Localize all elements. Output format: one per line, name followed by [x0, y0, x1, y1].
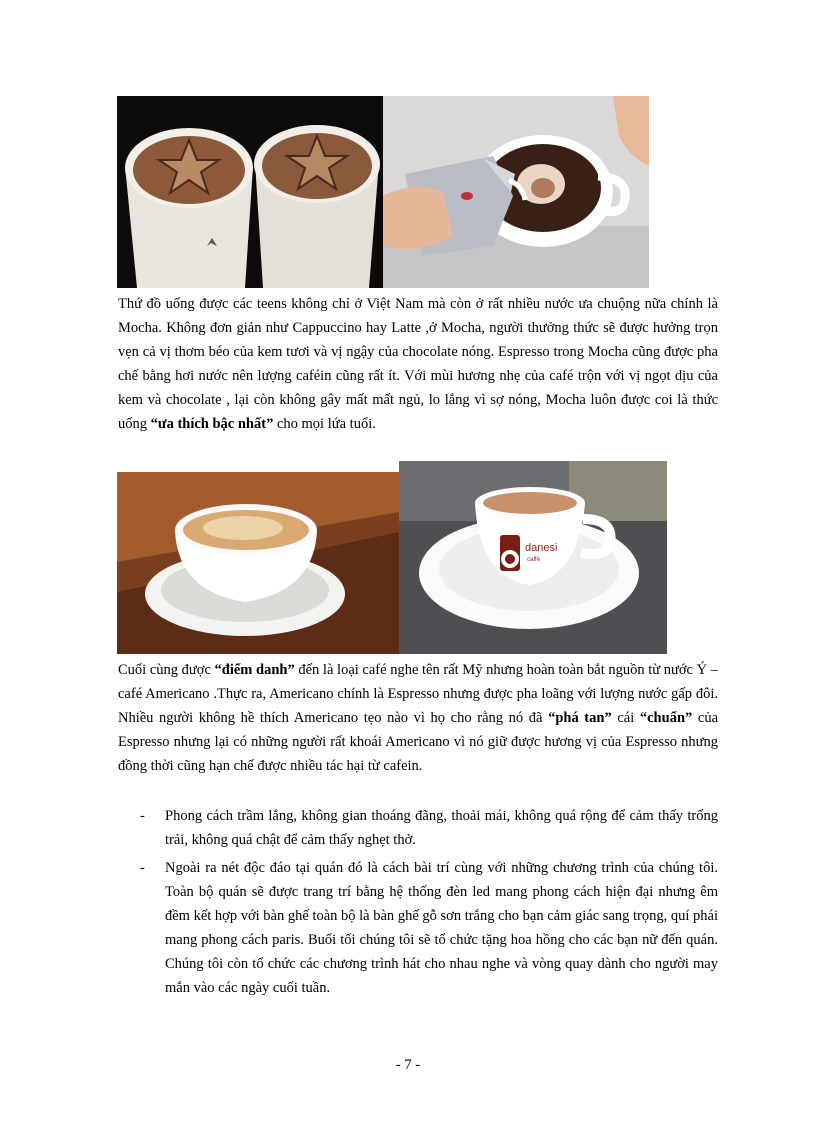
list-item-text: Phong cách trầm lắng, không gian thoáng đãng, thoải mái, không quá rộng để cảm thấy trống trải, không quá chật để cảm thấy nghẹt thở. — [165, 808, 718, 848]
bullet-dash: - — [140, 860, 145, 876]
paragraph-americano — [118, 658, 718, 778]
photo-cappuccino-saucer — [117, 472, 399, 654]
photo-mocha-star-cups — [117, 96, 383, 288]
paragraph-americano-text-2: đến là loại café nghe tên rất Mỹ nhưng hoàn toàn bắt nguồn từ nước Ý – café Americano .Thực ra, Americano chính là Espresso nhưng được pha loãng với lượng nước gấp đôi. Nhiều người không hề thích Americano tẹo nào vì họ cho rằng nó đã — [118, 662, 718, 726]
page-number: - 7 - — [395, 1057, 421, 1073]
paragraph-mocha-text-1: Thứ đồ uống được các teens không chỉ ở Việt Nam mà còn ở rất nhiều nước ưa chuộng nữa chính là Mocha. Không đơn giản như Cappuccino hay Latte ,ở Mocha, người thưởng thức sẽ được hưởng trọn vẹn cả vị thơm béo của kem tươi và vị ngậy của chocolate nóng. Espresso trong Mocha cũng được pha chế bằng hơi nước nên lượng caféin cũng rất ít. Với mùi hương nhẹ của café trộn với vị ngọt dịu của kem và chocolate , lại còn không gây mất mất ngủ, lo lắng vì sợ nóng, Mocha luôn được coi là thức uống — [118, 296, 718, 432]
photo-danesi-cup — [399, 461, 667, 654]
paragraph-americano-bold-3: “chuẩn” — [639, 710, 693, 726]
paragraph-americano-text-4: của Espresso nhưng lại có những người rất khoái Americano vì nó giữ được hương vị của Espresso nhưng đồng thời cũng hạn chế được nhiều tác hại từ cafein. — [118, 710, 719, 774]
paragraph-americano-bold-1: “điểm danh” — [214, 662, 295, 678]
paragraph-americano-text-3: cái — [611, 710, 640, 726]
danesi-logo-text: danesi — [525, 542, 558, 554]
paragraph-mocha — [118, 292, 718, 436]
paragraph-americano-text-1: Cuối cùng được — [118, 662, 215, 678]
list-item — [140, 804, 718, 852]
list-item — [140, 856, 718, 1000]
photo-latte-art-pour — [383, 96, 649, 288]
bullet-dash: - — [140, 808, 145, 824]
paragraph-americano-bold-2: “phá tan” — [548, 710, 612, 726]
list-item-text: Ngoài ra nét độc đáo tại quán đó là cách bài trí cùng với những chương trình của chúng tôi. Toàn bộ quán sẽ được trang trí bằng hệ thống đèn led mang phong cách hiện đại nhưng êm đềm kết hợp với bàn ghế toàn bộ là bàn ghế gỗ sơn trắng cho bạn cảm giác sang trọng, quí phái mang phong cách paris. Buổi tối chúng tôi sẽ tổ chức tặng hoa hồng cho các bạn nữ đến quán. Chúng tôi còn tổ chức các chương trình hát cho nhau nghe và vòng quay dành cho người may mắn vào các ngày cuối tuần. — [165, 860, 718, 996]
paragraph-mocha-text-2: cho mọi lứa tuổi. — [273, 416, 376, 432]
bullet-list — [140, 804, 718, 1000]
paragraph-mocha-bold-1: “ưa thích bậc nhất” — [150, 416, 274, 432]
danesi-logo-subtext: caffè — [527, 557, 540, 563]
